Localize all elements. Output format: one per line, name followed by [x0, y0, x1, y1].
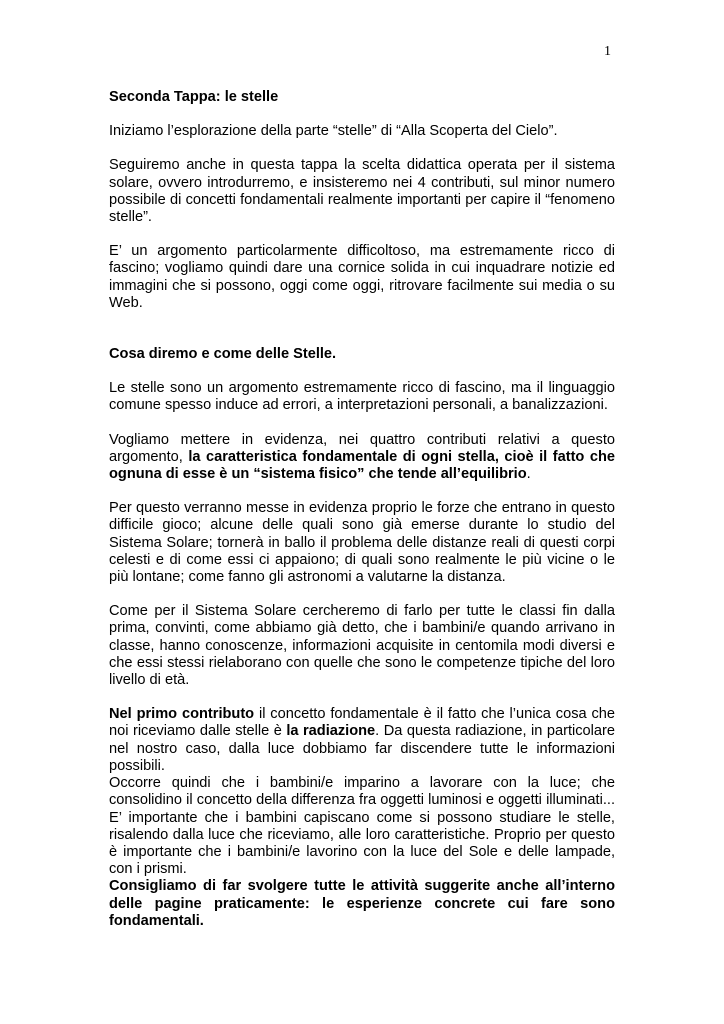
section-heading-what-we-say: Cosa diremo e come delle Stelle.	[109, 346, 337, 363]
document-body	[109, 89, 615, 930]
paragraph-fundamental-feature: Vogliamo mettere in evidenza, nei quattro contributi relativi a questo argomento, la caratteristica fondamentale di ogni stella, cioè il fatto che ognuna di esse è un “sistema fisico” che tende all’equilibrio.	[109, 431, 615, 483]
paragraph-forces: Per questo verranno messe in evidenza proprio le forze che entrano in questo difficile gioco; alcune delle quali sono già emerse durante lo studio del Sistema Solare; tornerà in ballo il problema delle distanze reali di questi corpi celesti e di come essi ci appaiono; di quali sono realmente le più vicine o le più lontane; come fanno gli astronomi a valutarne la distanza.	[109, 500, 615, 586]
paragraph-stars-fascination: Le stelle sono un argomento estremamente ricco di fascino, ma il linguaggio comune spesso induce ad errori, a interpretazioni personali, a banalizzazioni.	[109, 380, 615, 414]
paragraph-first-contribution: Nel primo contributo il concetto fondamentale è il fatto che l’unica cosa che noi riceviamo dalle stelle è la radiazione. Da questa radiazione, in particolare nel nostro caso, dalla luce dobbiamo far discendere tutte le informazioni possibili.	[109, 706, 615, 774]
paragraph-didactic-choice: Seguiremo anche in questa tappa la scelta didattica operata per il sistema solare, ovvero introdurremo, e insisteremo nei 4 contributi, sul minor numero possibile di concetti fondamentali realmente importanti per capire il “fenomeno stelle”.	[109, 157, 615, 226]
paragraph-all-classes: Come per il Sistema Solare cercheremo di farlo per tutte le classi fin dalla prima, convinti, come abbiamo già detto, che i bambini/e quando arrivano in classe, hanno conoscenze, informazioni acquisite in centomila modi diversi e che essi stessi rielaborano con quelle che sono le competenze tipiche del loro livello di età.	[109, 603, 615, 689]
intro-paragraph: Iniziamo l’esplorazione della parte “stelle” di “Alla Scoperta del Cielo”.	[109, 123, 558, 140]
section-heading-stars: Seconda Tappa: le stelle	[109, 89, 279, 105]
paragraph-difficult-topic: E’ un argomento particolarmente difficoltoso, ma estremamente ricco di fascino; vogliamo quindi dare una cornice solida in cui inquadrare notizie ed immagini che si possono, oggi come oggi, ritrovare facilmente sui media o su Web.	[109, 243, 615, 311]
page-number: 1	[604, 44, 611, 59]
paragraph-working-with-light: Occorre quindi che i bambini/e imparino a lavorare con la luce; che consolidino il concetto della differenza fra oggetti luminosi e oggetti illuminati... E’ importante che i bambini capiscano come si possono studiare le stelle, risalendo dalla luce che riceviamo, alle loro caratteristiche. Proprio per questo è importante che i bambini/e lavorino con la luce del Sole e delle lampade, con i prismi.	[109, 775, 615, 878]
paragraph-recommendation: Consigliamo di far svolgere tutte le attività suggerite anche all’interno delle pagine praticamente: le esperienze concrete cui fare sono fondamentali.	[109, 878, 615, 929]
